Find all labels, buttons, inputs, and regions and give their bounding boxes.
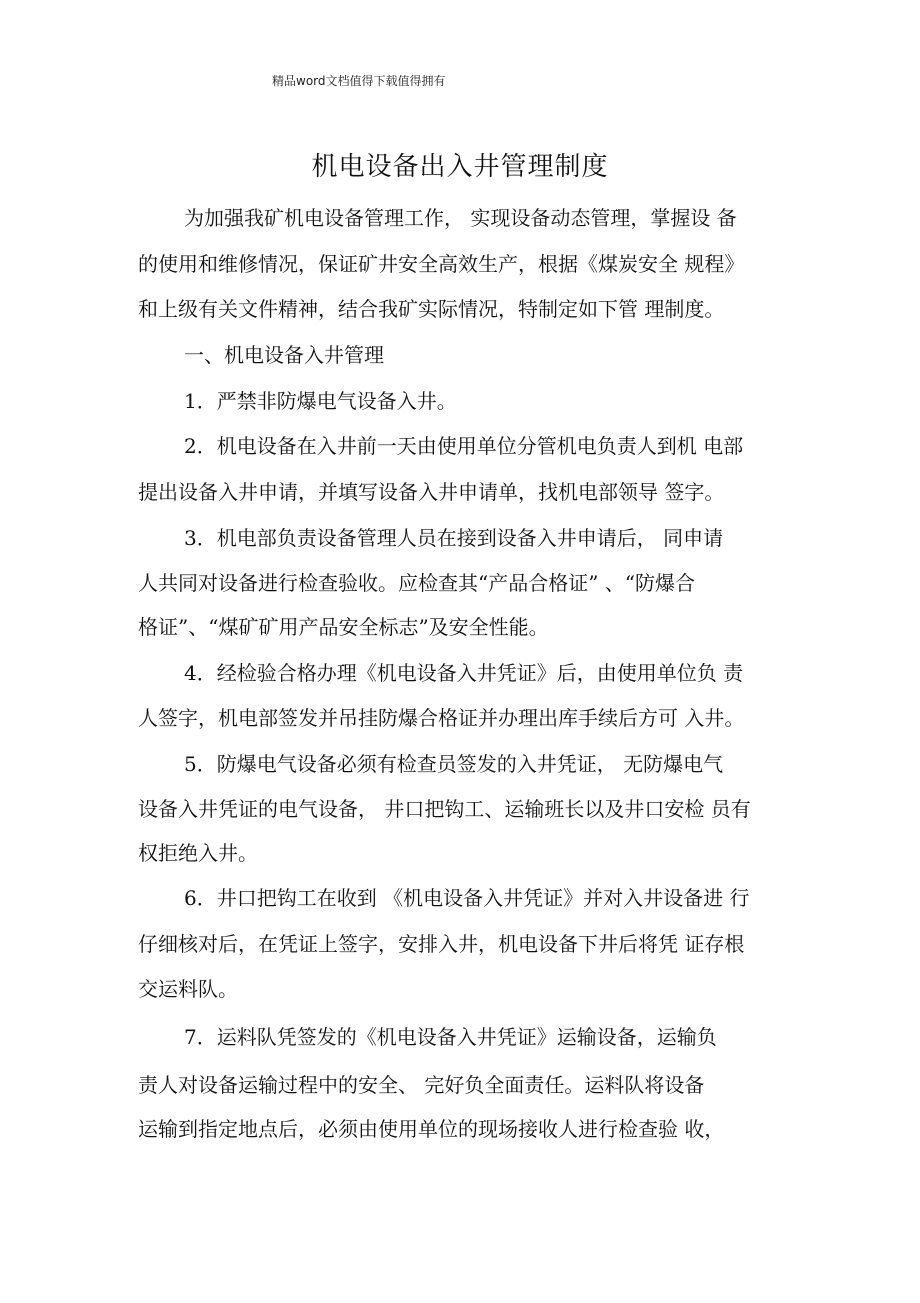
item-3-line-1: 3．机电部负责设备管理人员在接到设备入井申请后， 同申请 <box>184 526 724 550</box>
section-heading: 一、机电设备入井管理 <box>184 343 384 367</box>
item-2-line-2: 提出设备入井申请，并填写设备入井申请单，找机电部领导 签字。 <box>138 480 725 504</box>
item-3-line-3: 格证”、“煤矿矿用产品安全标志”及安全性能。 <box>138 615 549 639</box>
item-5-line-2: 设备入井凭证的电气设备， 井口把钩工、运输班长以及井口安检 员有 <box>138 797 751 821</box>
item-4-line-1: 4．经检验合格办理《机电设备入井凭证》后，由使用单位负 责 <box>184 661 744 685</box>
item-7-line-3: 运输到指定地点后，必须由使用单位的现场接收人进行检查验 收， <box>138 1117 725 1141</box>
intro-line-3: 和上级有关文件精神，结合我矿实际情况，特制定如下管 理制度。 <box>138 297 725 321</box>
item-1-line-1: 1．严禁非防爆电气设备入井。 <box>184 389 457 413</box>
item-3-line-2: 人共同对设备进行检查验收。应检查其“产品合格证” 、“防爆合 <box>138 571 696 595</box>
item-7-line-2: 责人对设备运输过程中的安全、 完好负全面责任。运料队将设备 <box>138 1073 705 1097</box>
item-4-line-2: 人签字，机电部签发并吊挂防爆合格证并办理出库手续后方可 入井。 <box>138 706 745 730</box>
item-2-line-1: 2．机电设备在入井前一天由使用单位分管机电负责人到机 电部 <box>184 434 744 458</box>
header-note: 精品word文档值得下载值得拥有 <box>272 74 446 88</box>
item-7-line-1: 7．运料队凭签发的《机电设备入井凭证》运输设备，运输负 <box>184 1025 717 1049</box>
document-title: 机电设备出入井管理制度 <box>311 152 609 182</box>
item-5-line-1: 5．防爆电气设备必须有检查员签发的入井凭证， 无防爆电气 <box>184 752 724 776</box>
intro-line-1: 为加强我矿机电设备管理工作， 实现设备动态管理，掌握设 备 <box>184 206 737 230</box>
item-6-line-1: 6．井口把钩工在收到 《机电设备入井凭证》并对入井设备进 行 <box>184 886 750 910</box>
item-6-line-3: 交运料队。 <box>138 977 238 1001</box>
item-6-line-2: 仔细核对后，在凭证上签字，安排入井，机电设备下井后将凭 证存根 <box>138 932 745 956</box>
item-5-line-3: 权拒绝入井。 <box>138 841 258 865</box>
intro-line-2: 的使用和维修情况，保证矿井安全高效生产，根据《煤炭安全 规程》 <box>138 252 745 276</box>
